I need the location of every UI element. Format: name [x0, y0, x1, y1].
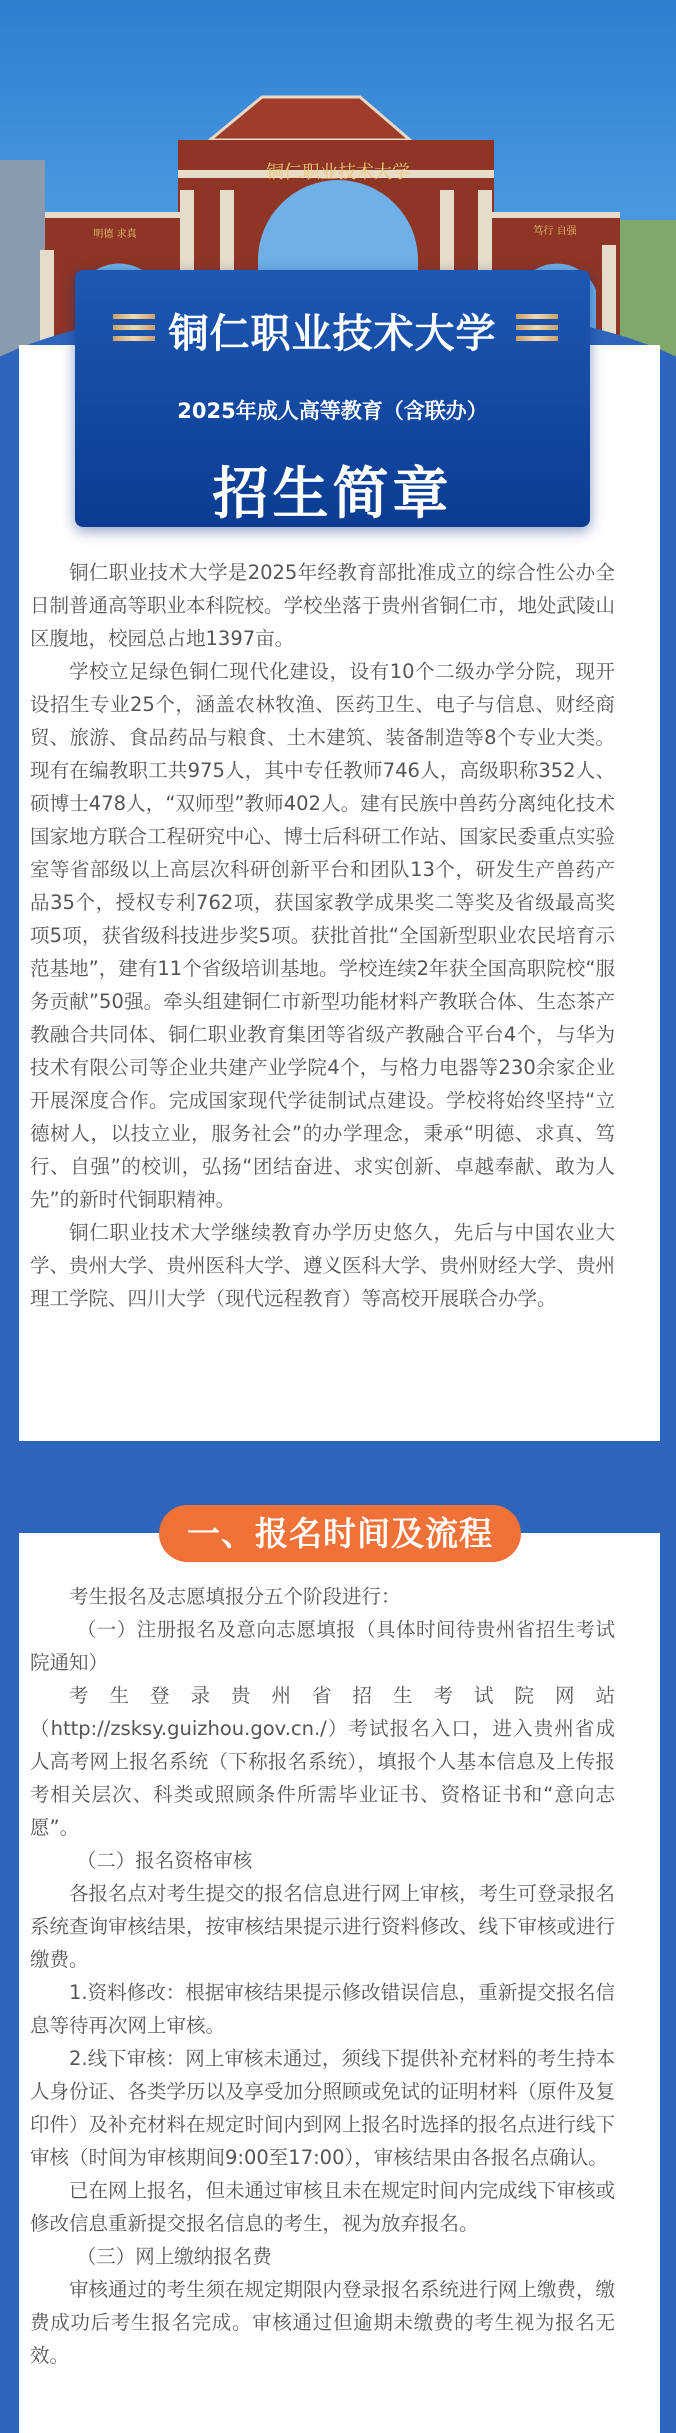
section-heading: 一、报名时间及流程 [159, 1505, 521, 1562]
section-paragraph: 考生登录贵州省招生考试院网站（http://zsksy.guizhou.gov.cn./）考试报名入口，进入贵州省成人高考网上报名系统（下称报名系统），填报个人基本信息及上传报考相关层次、科类或照顾条件所需毕业证书、资格证书和“意向志愿”。 [30, 1684, 615, 1839]
university-name: 铜仁职业技术大学 [168, 311, 497, 357]
step-heading: （三）网上缴纳报名费 [76, 2245, 272, 2268]
step-heading: （一）注册报名及意向志愿填报（具体时间待贵州省招生考试院通知） [30, 1618, 615, 1674]
decorative-bars-right [516, 314, 558, 347]
gate-right-motto: 笃行 自强 [533, 226, 577, 237]
intro-paragraph: 铜仁职业技术大学继续教育办学历史悠久，先后与中国农业大学、贵州大学、贵州医科大学、遵义医科大学、贵州财经大学、贵州理工学院、四川大学（现代远程教育）等高校开展联合办学。 [30, 1221, 616, 1310]
gate-left-motto: 明德 求真 [93, 229, 137, 240]
section-paragraph: 审核通过的考生须在规定期限内登录报名系统进行网上缴费，缴费成功后考生报名完成。审核通过但逾期未缴费的考生视为报名无效。 [30, 2278, 616, 2367]
page-title: 招生简章 [212, 462, 453, 527]
section-paragraph: 考生报名及志愿填报分五个阶段进行： [69, 1585, 401, 1608]
section1-text [30, 1580, 615, 2372]
intro-paragraph: 学校立足绿色铜仁现代化建设，设有10个二级办学分院，现开设招生专业25个，涵盖农林牧渔、医药卫生、电子与信息、财经商贸、旅游、食品药品与粮食、土木建筑、装备制造等8个专业大类。现有在编教职工共975人，其中专任教师746人，高级职称352人、硕博士478人，“双师型”教师402人。建有民族中兽药分离纯化技术国家地方联合工程研究中心、博士后科研工作站、国家民委重点实验室等省部级以上高层次科研创新平台和团队13个，研发生产兽药产品35个，授权专利762项，获国家教学成果奖二等奖及省级最高奖项5项，获省级科技进步奖5项。获批首批“全国新型职业农民培育示范基地”，建有11个省级培训基地。学校连续2年获全国高职院校“服务贡献”50强。牵头组建铜仁市新型功能材料产教联合体、生态茶产教融合共同体、铜仁职业教育集团等省级产教融合平台4个，与华为技术有限公司等企业共建产业学院4个，与格力电器等230余家企业开展深度合作。完成国家现代学徒制试点建设。学校将始终坚持“立德树人，以技立业，服务社会”的办学理念，秉承“明德、求真、笃行、自强”的校训，弘扬“团结奋进、求实创新、卓越奉献、敢为人先”的新时代铜职精神。 [30, 660, 616, 1211]
intro-text [30, 556, 615, 1315]
step-heading: （二）报名资格审核 [76, 1849, 253, 1872]
section-paragraph: 2.线下审核：网上审核未通过，须线下提供补充材料的考生持本人身份证、各类学历以及享受加分照顾或免试的证明材料（原件及复印件）及补充材料在规定时间内到网上报名时选择的报名点进行线下审核（时间为审核期间9:00至17:00），审核结果由各报名点确认。 [30, 2047, 616, 2169]
gate-inscription: 铜仁职业技术大学 [266, 162, 410, 183]
section-paragraph: 各报名点对考生提交的报名信息进行网上审核，考生可登录报名系统查询审核结果，按审核结果提示进行资料修改、线下审核或进行缴费。 [30, 1882, 616, 1971]
subtitle: 2025年成人高等教育（含联办） [177, 399, 488, 423]
section-paragraph: 1.资料修改：根据审核结果提示修改错误信息，重新提交报名信息等待再次网上审核。 [30, 1981, 615, 2037]
section-paragraph: 已在网上报名，但未通过审核且未在规定时间内完成线下审核或修改信息重新提交报名信息的考生，视为放弃报名。 [30, 2179, 616, 2235]
title-card [75, 270, 590, 527]
intro-paragraph: 铜仁职业技术大学是2025年经教育部批准成立的综合性公办全日制普通高等职业本科院校。学校坐落于贵州省铜仁市，地处武陵山区腹地，校园总占地1397亩。 [30, 561, 616, 650]
